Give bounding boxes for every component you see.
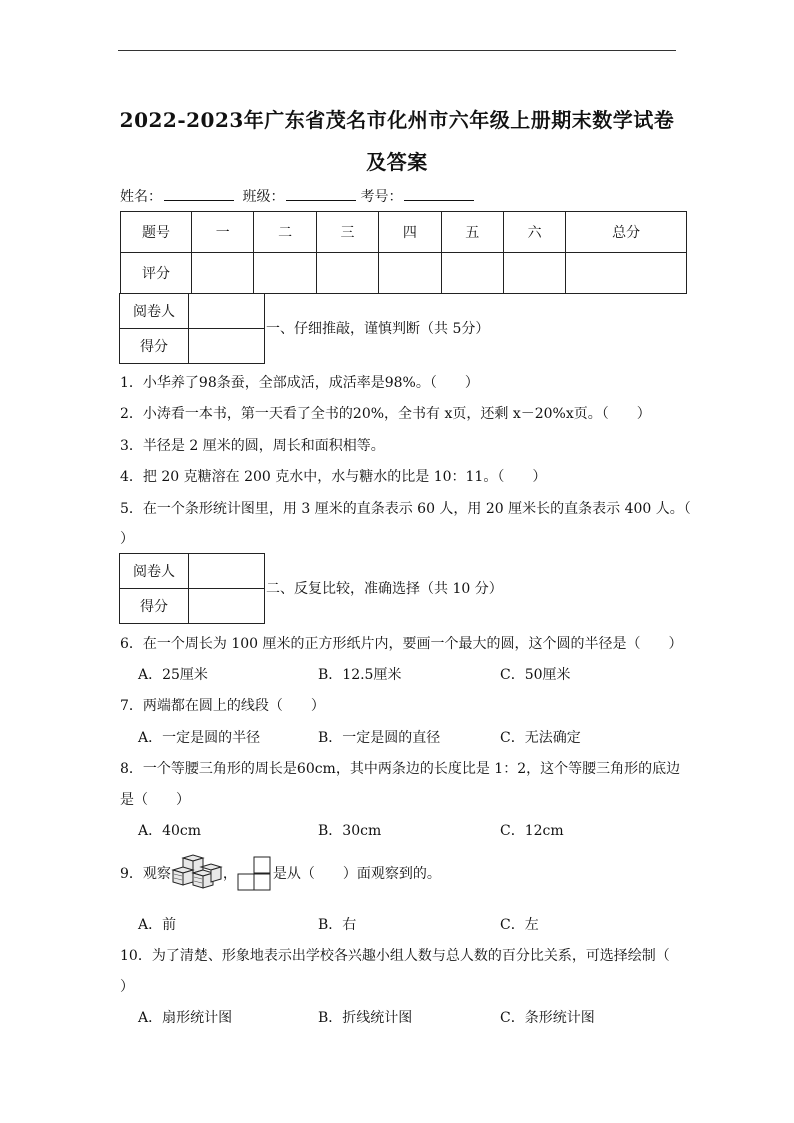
class-label: 班级： (242, 189, 285, 205)
score-header-cell: 四 (379, 212, 441, 253)
question-7-options (138, 727, 698, 747)
option-a: A．扇形统计图 (138, 1010, 233, 1026)
question-5: 5．在一个条形统计图里，用 3 厘米的直条表示 60 人，用 20 厘米长的直条表示 400 人。（ (120, 501, 691, 517)
score-row-label: 评分 (121, 253, 192, 294)
score-value-cell (189, 589, 265, 624)
question-8: 8．一个等腰三角形的周长是60cm，其中两条边的长度比是 1：2，这个等腰三角形的底边 (120, 761, 681, 777)
score-cell (254, 253, 316, 294)
option-a: A．25厘米 (138, 667, 208, 683)
front-view-squares-icon (237, 855, 273, 893)
score-header-cell: 一 (192, 212, 254, 253)
class-blank[interactable] (286, 187, 356, 201)
score-header-cell: 五 (441, 212, 503, 253)
option-b: B．一定是圆的直径 (318, 730, 441, 746)
score-cell (566, 253, 687, 294)
reviewer-cell (189, 294, 265, 329)
section2-heading: 二、反复比较，准确选择（共 10 分） (266, 581, 503, 597)
grader-box-section2 (119, 553, 265, 624)
option-a: A．一定是圆的半径 (138, 730, 261, 746)
section1-heading: 一、仔细推敲，谨慎判断（共 5分） (266, 321, 490, 337)
score-cell (441, 253, 503, 294)
option-b: B．折线统计图 (318, 1010, 413, 1026)
option-c: C．50厘米 (500, 667, 571, 683)
option-b: B．12.5厘米 (318, 667, 402, 683)
option-b: B．右 (318, 917, 357, 933)
score-label: 得分 (120, 589, 189, 624)
reviewer-label: 阅卷人 (120, 294, 189, 329)
reviewer-cell (189, 554, 265, 589)
question-7: 7．两端都在圆上的线段（ ） (120, 698, 325, 714)
question-6: 6．在一个周长为 100 厘米的正方形纸片内，要画一个最大的圆，这个圆的半径是（ ） (120, 636, 683, 652)
score-value-cell (189, 329, 265, 364)
question-10: 10．为了清楚、形象地表示出学校各兴趣小组人数与总人数的百分比关系，可选择绘制（ (120, 948, 670, 964)
question-10-options (138, 1007, 698, 1027)
option-c: C．条形统计图 (500, 1010, 595, 1026)
score-header-cell: 三 (316, 212, 378, 253)
page-title-line2: 及答案 (366, 150, 428, 174)
option-c: C．12cm (500, 823, 564, 839)
option-b: B．30cm (318, 823, 382, 839)
question-6-options (138, 664, 698, 684)
question-10-cont: ） (120, 979, 134, 995)
grader-box-section1 (119, 293, 265, 364)
score-header-cell: 二 (254, 212, 316, 253)
exam-no-label: 考号： (360, 189, 403, 205)
score-header-cell: 题号 (121, 212, 192, 253)
score-cell (503, 253, 565, 294)
score-cell (316, 253, 378, 294)
question-8-options (138, 820, 698, 840)
reviewer-label: 阅卷人 (120, 554, 189, 589)
student-info-line (120, 186, 478, 206)
header-rule (118, 50, 676, 51)
question-9 (120, 852, 441, 896)
question-2: 2．小涛看一本书，第一天看了全书的20%，全书有 x页，还剩 x－20%x页。（ ） (120, 406, 651, 422)
name-blank[interactable] (164, 187, 234, 201)
name-label: 姓名： (120, 189, 162, 205)
question-9-options (138, 914, 698, 934)
question-9-stem-before: 9．观察 (120, 866, 171, 882)
option-a: A．40cm (138, 823, 202, 839)
cube-stack-3d-icon (171, 854, 223, 894)
score-cell (379, 253, 441, 294)
score-header-cell: 总分 (566, 212, 687, 253)
score-header-cell: 六 (503, 212, 565, 253)
score-table-header-row (121, 212, 687, 253)
page-title: 2022-2023年广东省茂名市化州市六年级上册期末数学试卷 (119, 108, 675, 132)
score-table-score-row (121, 253, 687, 294)
question-3: 3．半径是 2 厘米的圆，周长和面积相等。 (120, 438, 385, 454)
question-9-stem-mid: ， (222, 866, 237, 882)
score-label: 得分 (120, 329, 189, 364)
option-a: A．前 (138, 917, 177, 933)
option-c: C．左 (500, 917, 539, 933)
score-table (120, 211, 687, 294)
question-8-cont: 是（ ） (120, 792, 190, 808)
question-5-cont: ） (120, 531, 134, 547)
question-9-stem-after: 是从（ ）面观察到的。 (272, 866, 441, 882)
score-cell (192, 253, 254, 294)
option-c: C．无法确定 (500, 730, 581, 746)
question-1: 1．小华养了98条蚕，全部成活，成活率是98%。（ ） (120, 375, 479, 391)
exam-no-blank[interactable] (404, 187, 474, 201)
question-4: 4．把 20 克糖溶在 200 克水中，水与糖水的比是 10：11。（ ） (120, 469, 547, 485)
